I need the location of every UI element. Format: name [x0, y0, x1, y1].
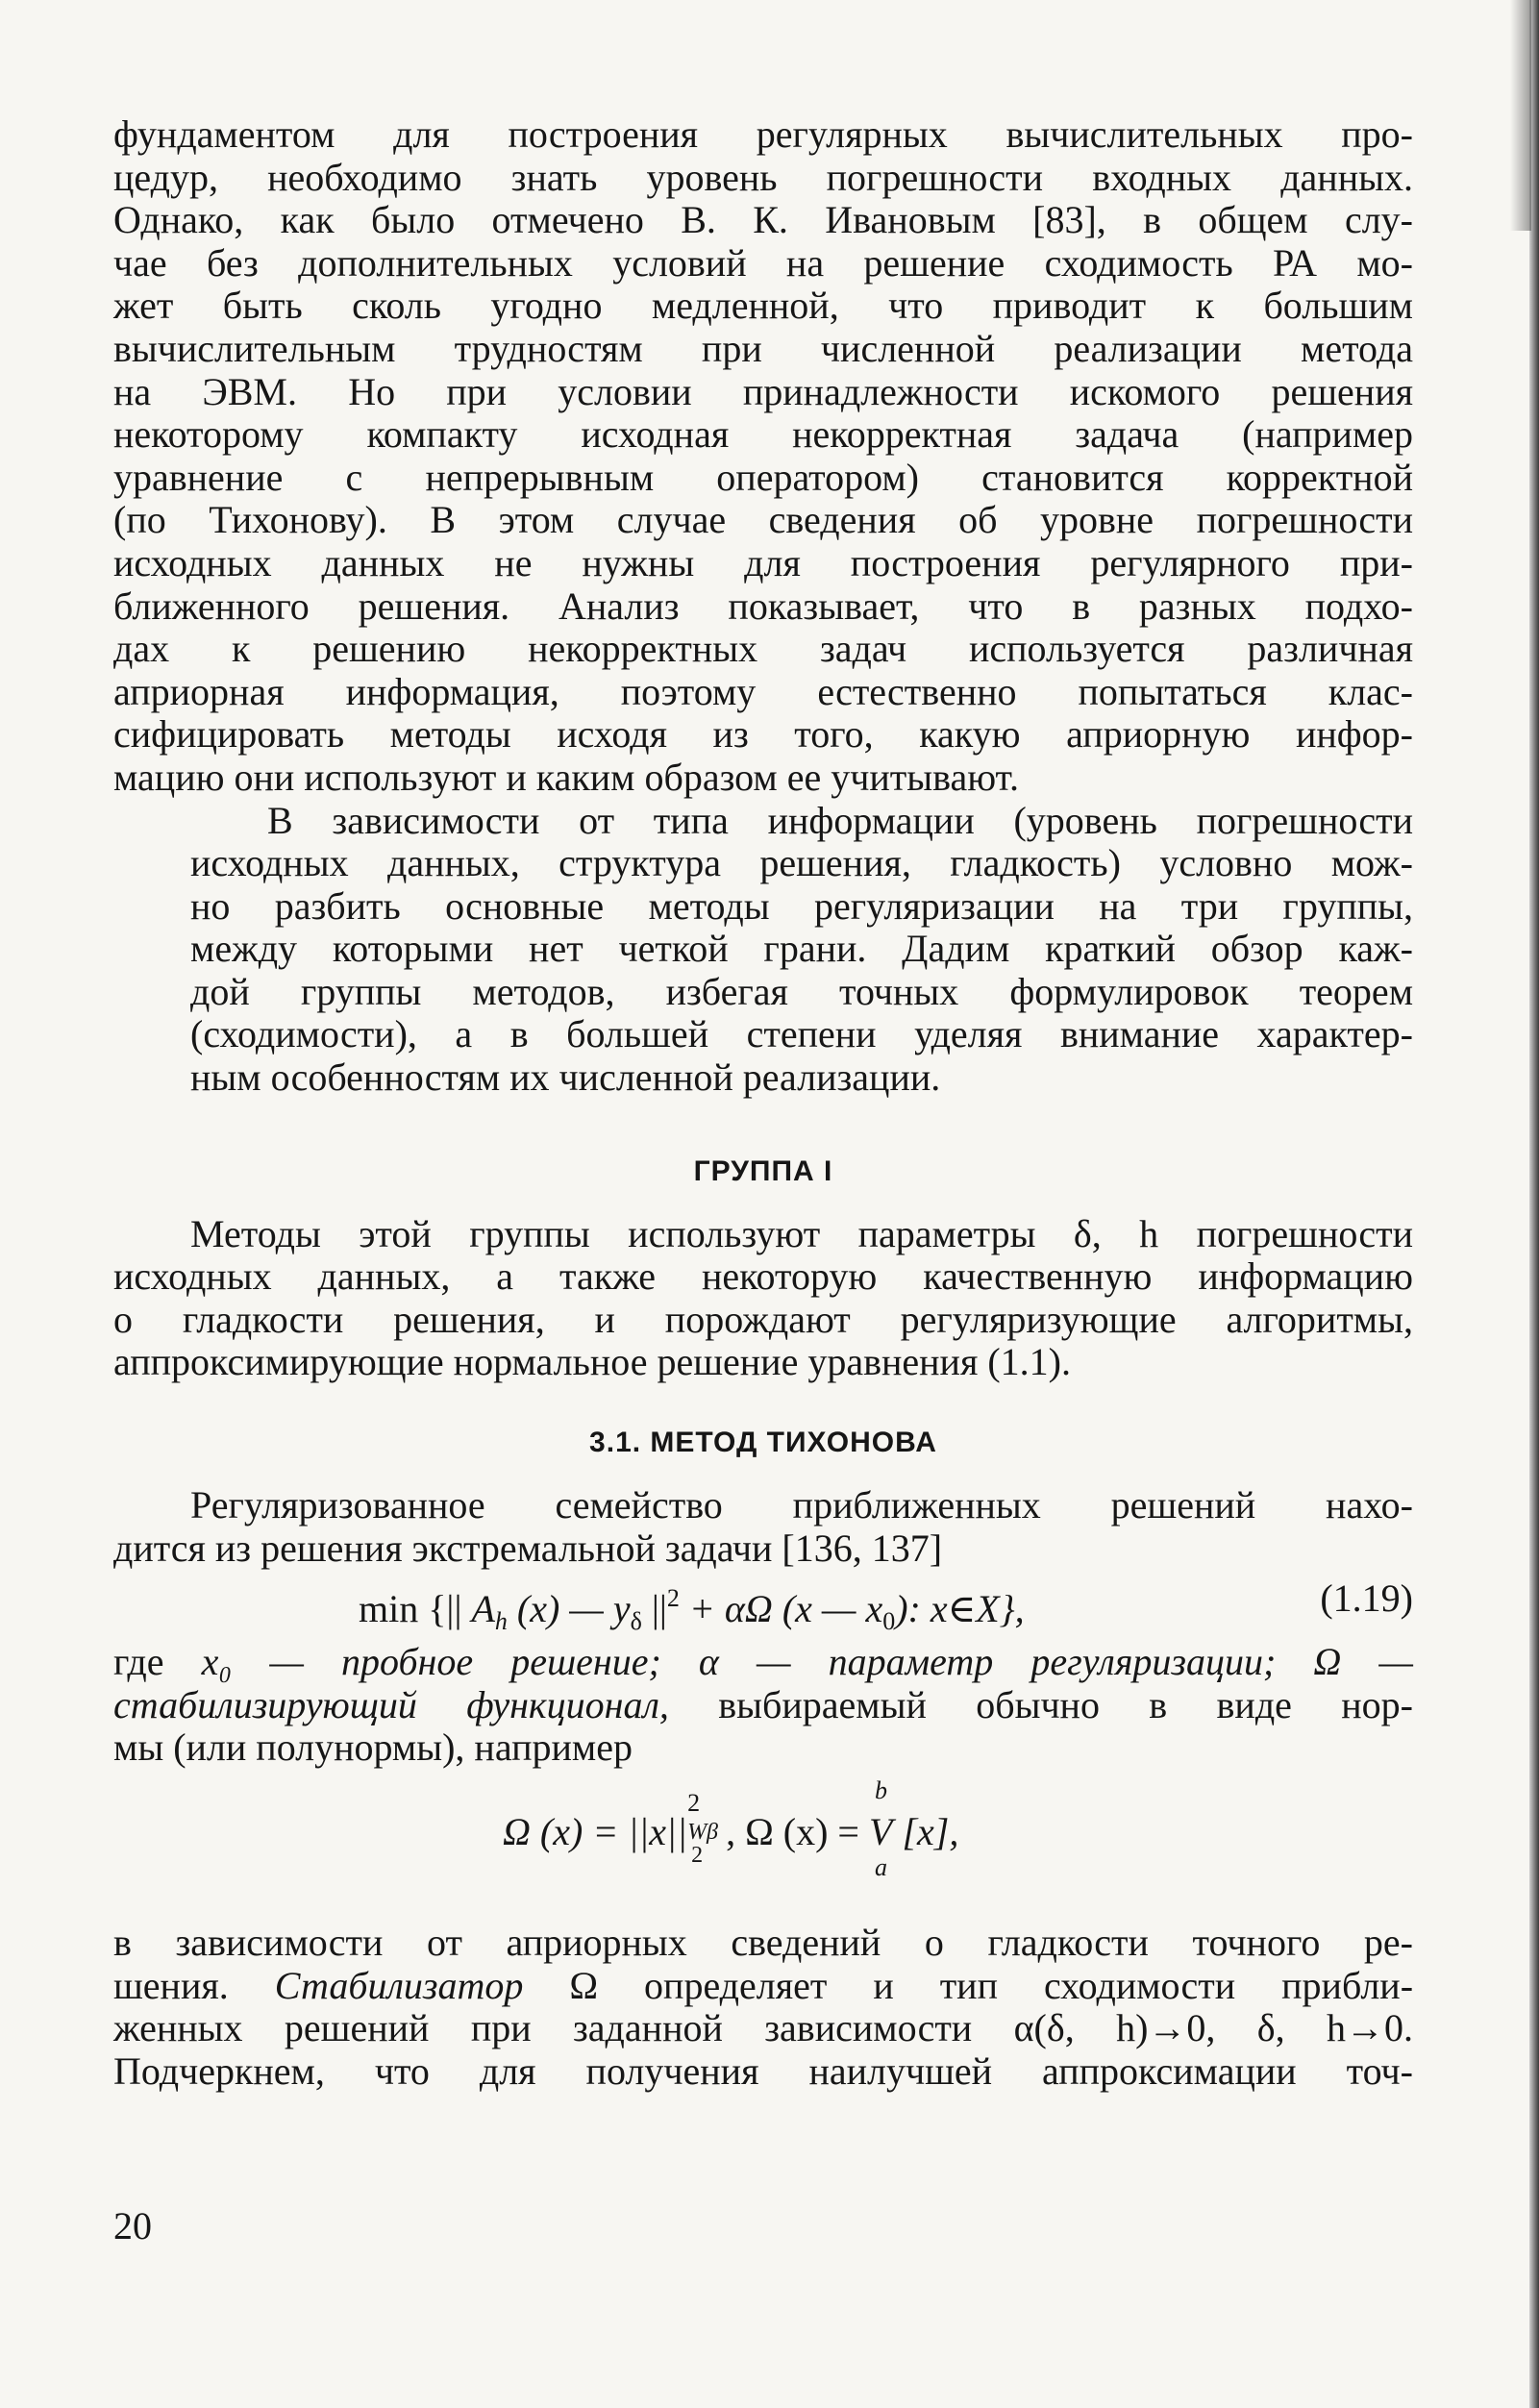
paragraph-2-line-7: ным особенностям их численной реализации.	[190, 1055, 941, 1100]
paragraph-1-line-7: на ЭВМ. Но при условии принадлежности искомого решения	[113, 369, 1413, 413]
paragraph-3-line-4: аппроксимирующие нормальное решение уравнения (1.1).	[113, 1340, 1071, 1384]
paragraph-5-line-2: стабилизирующий функционал, выбираемый обычно в виде нор-	[113, 1682, 1413, 1726]
paragraph-2	[113, 800, 1413, 1100]
formula-1-19-number: (1.19)	[1320, 1576, 1413, 1621]
paragraph-6-line-3: женных решений при заданной зависимости α(δ, h)→0, δ, h→0.	[113, 2006, 1413, 2050]
formula-1-19-expression: min {|| $A_h$ (x) — $y_\delta$ $||^2 + \alpha\Omega$ (x — $x_0$): x∈X},	[359, 1584, 1025, 1636]
page-number: 20	[113, 2204, 152, 2247]
formula-stabilizer	[113, 1770, 1413, 1904]
paragraph-1-line-8: некоторому компакту исходная некорректная задача (например	[113, 412, 1413, 457]
paragraph-1	[113, 113, 1413, 800]
paragraph-2-line-6: (сходимости), а в большей степени уделяя внимание характер-	[190, 1012, 1413, 1056]
page-edge-shadow	[1510, 0, 1531, 231]
paragraph-5	[113, 1641, 1413, 1770]
paragraph-3-line-2: исходных данных, а также некоторую качественную информацию	[113, 1254, 1413, 1299]
paragraph-1-line-5: жет быть сколь угодно медленной, что приводит к большим	[113, 284, 1413, 328]
paragraph-5-line-1: где x₀ — пробное решение; α — параметр регуляризации; Ω —	[113, 1640, 1413, 1684]
paragraph-1-line-13: дах к решению некорректных задач используется различная	[113, 627, 1413, 671]
paragraph-4-line-1: Регуляризованное семейство приближенных решений нахо-	[190, 1483, 1413, 1527]
paragraph-6	[113, 1922, 1413, 2093]
paragraph-1-line-3: Однако, как было отмечено В. К. Ивановым [83], в общем слу-	[113, 198, 1413, 242]
paragraph-1-line-16: мацию они используют и каким образом ее учитывают.	[113, 755, 1020, 799]
formula-1-19	[113, 1570, 1413, 1636]
paragraph-2-line-1: В зависимости от типа информации (уровень погрешности	[267, 798, 1413, 842]
paragraph-1-line-1: фундаментом для построения регулярных вычислительных про-	[113, 112, 1413, 156]
paragraph-1-line-12: ближенного решения. Анализ показывает, что в разных подхо-	[113, 583, 1413, 628]
paragraph-5-line-3: мы (или полунормы), например	[113, 1725, 633, 1770]
paragraph-6-line-1: в зависимости от априорных сведений о гладкости точного ре-	[113, 1921, 1413, 1964]
paragraph-4-line-2: дится из решения экстремальной задачи [136, 137]	[113, 1526, 943, 1570]
paragraph-1-line-4: чае без дополнительных условий на решение сходимость РА мо-	[113, 240, 1413, 285]
paragraph-2-line-4: между которыми нет четкой грани. Дадим краткий обзор каж-	[190, 927, 1413, 971]
paragraph-1-line-6: вычислительным трудностям при численной реализации метода	[113, 326, 1413, 370]
paragraph-6-line-2: шения. Стабилизатор Ω определяет и тип сходимости прибли-	[113, 1963, 1414, 2007]
page-edge	[1529, 0, 1539, 2408]
paragraph-2-line-3: но разбить основные методы регуляризации на три группы,	[190, 883, 1413, 928]
paragraph-6-line-4: Подчеркнем, что для получения наилучшей аппроксимации точ-	[113, 2048, 1413, 2093]
document-page	[113, 113, 1413, 2093]
paragraph-2-line-2: исходных данных, структура решения, гладкость) условно мож-	[190, 841, 1413, 885]
paragraph-1-line-14: априорная информация, поэтому естественно попытаться клас-	[113, 669, 1413, 713]
heading-group-1: ГРУППА I	[693, 1154, 833, 1187]
paragraph-3-line-1: Методы этой группы используют параметры δ, h погрешности	[190, 1211, 1413, 1255]
paragraph-3	[113, 1213, 1413, 1384]
formula-stabilizer-expression: Ω (x) = ||x|| 2 Wβ 2 , Ω (x) = V b a [x],	[503, 1776, 959, 1881]
paragraph-4	[113, 1484, 1413, 1570]
paragraph-1-line-2: цедур, необходимо знать уровень погрешности входных данных.	[113, 155, 1413, 199]
paragraph-3-line-3: о гладкости решения, и порождают регуляризующие алгоритмы,	[113, 1297, 1413, 1341]
paragraph-2-line-5: дой группы методов, избегая точных формулировок теорем	[190, 969, 1413, 1013]
paragraph-1-line-10: (по Тихонову). В этом случае сведения об уровне погрешности	[113, 498, 1413, 542]
heading-tikhonov-method: 3.1. МЕТОД ТИХОНОВА	[589, 1427, 937, 1459]
paragraph-1-line-15: сифицировать методы исходя из того, какую априорную инфор-	[113, 712, 1413, 757]
paragraph-1-line-11: исходных данных не нужны для построения регулярного при-	[113, 540, 1413, 584]
paragraph-1-line-9: уравнение с непрерывным оператором) становится корректной	[113, 455, 1413, 499]
